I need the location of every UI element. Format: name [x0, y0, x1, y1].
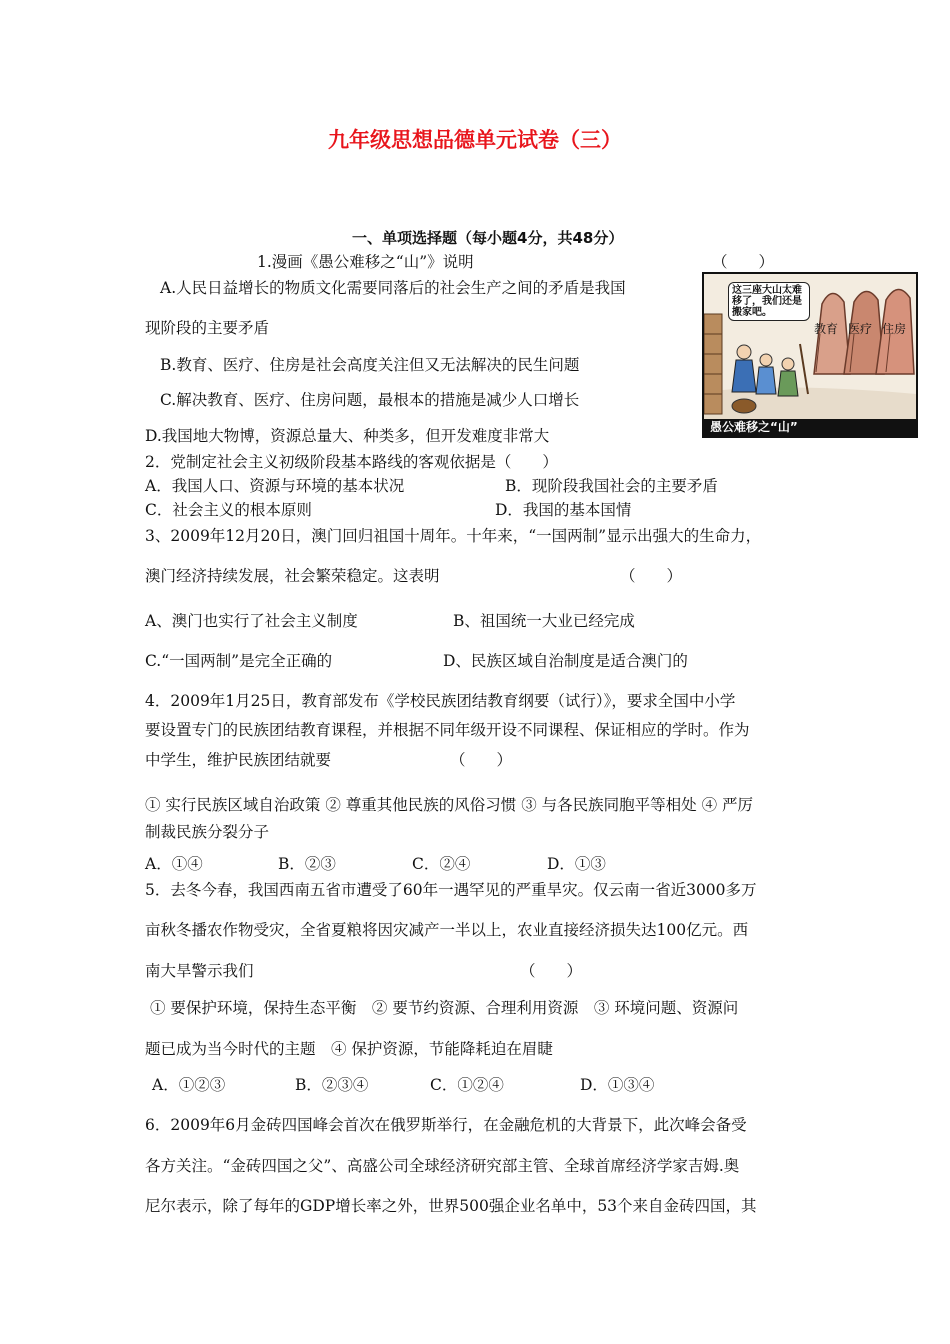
q1-option-c: C.解决教育、医疗、住房问题，最根本的措施是减少人口增长: [160, 391, 580, 409]
q2-option-c: C．社会主义的根本原则: [145, 501, 312, 519]
q3-option-b: B、祖国统一大业已经完成: [453, 612, 635, 630]
q1-option-b: B.教育、医疗、住房是社会高度关注但又无法解决的民生问题: [160, 356, 580, 374]
q1-option-a-line1: A.人民日益增长的物质文化需要同落后的社会生产之间的矛盾是我国: [160, 279, 626, 297]
cartoon-image: [702, 272, 918, 438]
q3-stem-line2: 澳门经济持续发展，社会繁荣稳定。这表明: [145, 567, 440, 585]
q4-statements-line2: 制裁民族分裂分子: [145, 823, 270, 841]
exam-title: 九年级思想品德单元试卷（三）: [328, 128, 622, 152]
cartoon-speech-bubble: 这三座大山太难移了，我们还是搬家吧。: [728, 282, 810, 321]
q6-stem-line3: 尼尔表示，除了每年的GDP增长率之外，世界500强企业名单中，53个来自金砖四国，其: [145, 1197, 757, 1215]
q1-option-a-line2: 现阶段的主要矛盾: [145, 319, 270, 337]
q6-stem-line1: 6．2009年6月金砖四国峰会首次在俄罗斯举行，在金融危机的大背景下，此次峰会备受: [145, 1116, 747, 1134]
q4-statements-line1: ① 实行民族区域自治政策 ② 尊重其他民族的风俗习惯 ③ 与各民族同胞平等相处 ④ 严厉: [145, 796, 753, 814]
q1-answer-paren: （ ）: [712, 253, 775, 271]
q3-option-a: A、澳门也实行了社会主义制度: [145, 612, 358, 630]
q5-statements-line2: 题已成为当今时代的主题 ④ 保护资源，节能降耗迫在眉睫: [145, 1040, 553, 1058]
q2-option-a: A．我国人口、资源与环境的基本状况: [145, 477, 405, 495]
q1-stem: 1.漫画《愚公难移之“山”》说明: [257, 253, 474, 271]
cartoon-label-housing: 住房: [882, 322, 907, 336]
cartoon-label-medical: 医疗: [848, 322, 873, 336]
q5-stem-line3: 南大旱警示我们: [145, 962, 254, 980]
q4-option-d: D．①③: [547, 855, 606, 873]
q3-stem-line1: 3、2009年12月20日，澳门回归祖国十周年。十年来，“一国两制”显示出强大的生命力，: [145, 527, 762, 545]
q3-option-d: D、民族区域自治制度是适合澳门的: [443, 652, 688, 670]
q5-option-c: C．①②④: [430, 1076, 504, 1094]
q5-option-d: D．①③④: [580, 1076, 655, 1094]
q2-stem: 2．党制定社会主义初级阶段基本路线的客观依据是（ ）: [145, 453, 558, 471]
q4-option-a: A．①④: [145, 855, 203, 873]
section-heading: 一、单项选择题（每小题4分，共48分）: [352, 229, 624, 247]
cartoon-caption: 愚公难移之“山”: [704, 419, 916, 436]
q5-option-b: B．②③④: [295, 1076, 369, 1094]
q4-stem-line1: 4．2009年1月25日，教育部发布《学校民族团结教育纲要（试行）》，要求全国中小学: [145, 692, 736, 710]
q4-option-b: B．②③: [278, 855, 336, 873]
q2-option-d: D．我国的基本国情: [495, 501, 632, 519]
q4-stem-line2: 要设置专门的民族团结教育课程，并根据不同年级开设不同课程、保证相应的学时。作为: [145, 721, 750, 739]
cartoon-label-education: 教育: [814, 322, 839, 336]
q4-option-c: C．②④: [412, 855, 471, 873]
q4-answer-paren: （ ）: [450, 751, 513, 769]
q5-answer-paren: （ ）: [520, 962, 583, 980]
q2-option-b: B．现阶段我国社会的主要矛盾: [505, 477, 718, 495]
q3-option-c: C.“一国两制”是完全正确的: [145, 652, 333, 670]
q5-stem-line1: 5．去冬今春，我国西南五省市遭受了60年一遇罕见的严重旱灾。仅云南一省近3000多万: [145, 881, 757, 899]
q4-stem-line3: 中学生，维护民族团结就要: [145, 751, 332, 769]
q3-answer-paren: （ ）: [620, 567, 683, 585]
q1-option-d: D.我国地大物博，资源总量大、种类多，但开发难度非常大: [145, 427, 550, 445]
q5-statements-line1: ① 要保护环境，保持生态平衡 ② 要节约资源、合理利用资源 ③ 环境问题、资源问: [150, 999, 739, 1017]
q5-option-a: A．①②③: [152, 1076, 226, 1094]
q6-stem-line2: 各方关注。“金砖四国之父”、高盛公司全球经济研究部主管、全球首席经济学家吉姆.奥: [145, 1157, 740, 1175]
q5-stem-line2: 亩秋冬播农作物受灾，全省夏粮将因灾减产一半以上，农业直接经济损失达100亿元。西: [145, 921, 749, 939]
